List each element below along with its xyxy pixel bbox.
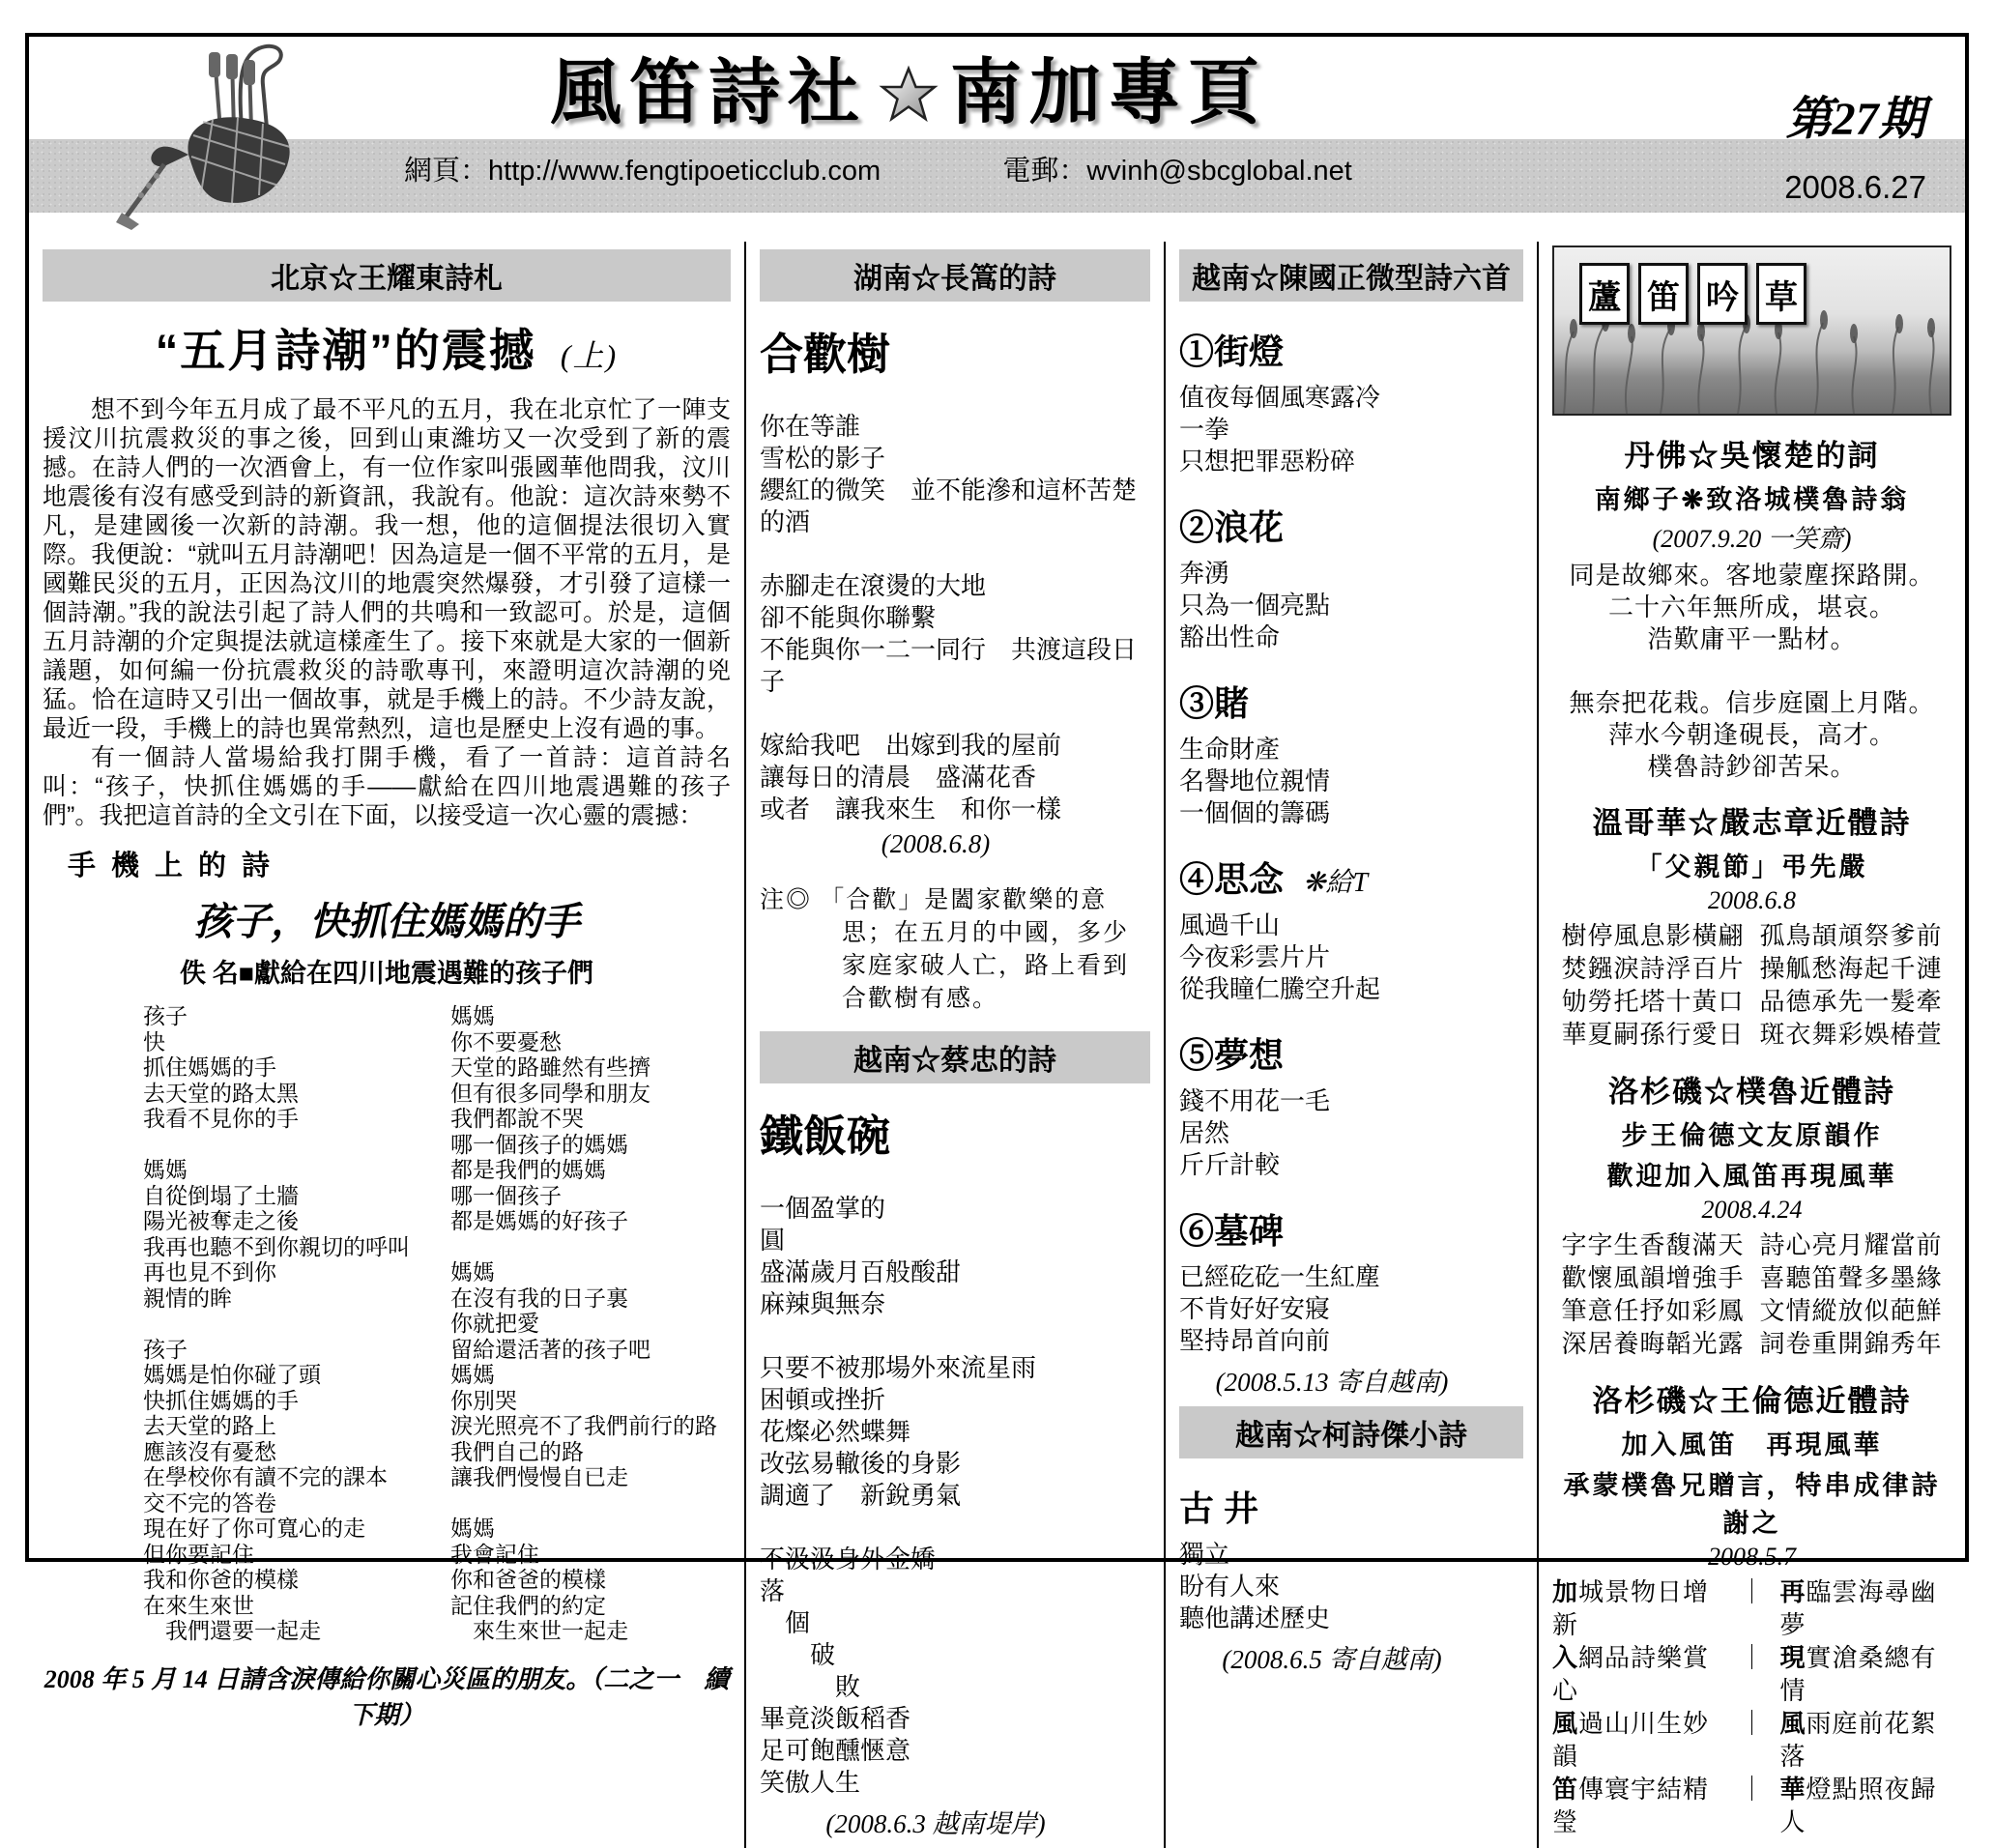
- poem-body-gujing: [1179, 1539, 1523, 1634]
- section-date: 2008.4.24: [1701, 1196, 1803, 1224]
- poem-line: 哪一個孩子的媽媽: [450, 1131, 628, 1157]
- poem-line: 留給還活著的孩子吧: [450, 1336, 650, 1362]
- micro-poem-title: [1179, 325, 1523, 374]
- couplet-divider: ｜: [1739, 1710, 1765, 1738]
- poem-line: 快: [143, 1028, 165, 1054]
- phone-poem-title: 孩子，快抓住媽媽的手: [193, 900, 580, 943]
- poem-line: 再也見不到你: [143, 1259, 276, 1285]
- poem-title-tiefanwan: 鐵飯碗: [760, 1112, 891, 1161]
- poem-line: 麻辣與無奈: [760, 1289, 886, 1318]
- poem-line: 讓每日的清晨 盛滿花香: [760, 763, 1037, 792]
- poem-body: [1179, 1085, 1523, 1181]
- poem-line: 一個盈掌的: [760, 1194, 886, 1223]
- couplet-line: [1552, 1576, 1951, 1642]
- poem-number-title: ④思念: [1179, 859, 1285, 899]
- poem-line: 你就把愛: [450, 1311, 539, 1336]
- couplet-body: [1552, 1576, 1951, 1839]
- poem-line: 孩子: [143, 1336, 188, 1362]
- phone-poem-byline: 佚 名■獻給在四川地震遇難的孩子們: [179, 959, 594, 988]
- couplet-half: 詩心亮月耀當前: [1759, 1231, 1943, 1259]
- couplet-half: 詞卷重開錦秀年: [1759, 1330, 1943, 1358]
- couplet-half: 風過山川生妙韻: [1552, 1710, 1710, 1771]
- poem-right-column: [450, 1003, 731, 1644]
- poem-line: 都是媽媽的好孩子: [450, 1208, 628, 1233]
- couplet-half: 深居養晦韜光露: [1561, 1330, 1745, 1358]
- banner-title: [1579, 263, 1806, 325]
- poem-line: 自從倒塌了土牆: [143, 1182, 299, 1208]
- verse-line: 浩歎庸平一點材。: [1647, 625, 1857, 653]
- poem-line: 媽媽: [450, 1259, 495, 1285]
- poem-line: 斤斤計較: [1179, 1150, 1281, 1179]
- poem-line: 堅持昂首向前: [1179, 1326, 1331, 1355]
- section-header-caizhong: 越南☆蔡忠的詩: [760, 1031, 1150, 1083]
- section-header-hunan: 湖南☆長篙的詩: [760, 249, 1150, 302]
- couplet-line: [1552, 1295, 1951, 1328]
- couplet-line: [1552, 1328, 1951, 1361]
- poem-line: 快抓住媽媽的手: [143, 1387, 299, 1413]
- couplet-half: 劬勞托塔十黃口: [1561, 988, 1745, 1016]
- poem-line: 風過千山: [1179, 910, 1281, 939]
- poem-line: 雪松的影子: [760, 444, 886, 473]
- poem-line: [450, 1234, 731, 1260]
- poem-date: (2008.5.13 寄自越南): [1215, 1368, 1449, 1397]
- poem-line: 去天堂的路太黑: [143, 1080, 299, 1106]
- poem-line: 我會記住: [450, 1541, 539, 1567]
- poem-line: 敗: [760, 1672, 861, 1701]
- poem-body: [1179, 382, 1523, 477]
- couplet-line: [1552, 986, 1951, 1019]
- poem-line: 媽媽: [450, 1362, 495, 1387]
- couplet-half: 笛傳寰宇結精瑩: [1552, 1776, 1710, 1836]
- poem-line: 你不要憂愁: [450, 1028, 562, 1054]
- poem-line: 花燦必然蝶舞: [760, 1417, 911, 1446]
- issue-date: 2008.6.27: [1784, 169, 1926, 205]
- poem-line: 來生來世一起走: [450, 1618, 628, 1643]
- poem-line: 困頓或挫折: [760, 1385, 886, 1414]
- poem-title-gujing: 古 井: [1179, 1488, 1259, 1528]
- poem-line: 淚光照亮不了我們前行的路: [450, 1413, 717, 1438]
- couplet-half: 文情縱放似葩鮮: [1759, 1297, 1943, 1325]
- website-label: 網頁：: [404, 155, 489, 187]
- poem-line: 去天堂的路上: [143, 1413, 276, 1438]
- article-paragraph: 想不到今年五月成了最不平凡的五月，我在北京忙了一陣支援汶川抗震救災的事之後，回到山東濰坊又一次受到了新的震撼。在詩人們的一次酒會上，有一位作家叫張國華他問我，汶川地震後有沒有感受到詩的新資訊，我說有。他說：這次詩來勢不凡，是建國後一次新的詩潮。我一想，他的這個提法很切入實際。我便說：“就叫五月詩潮吧！因為這是一個不平常的五月，是國難民災的五月，正因為汶川的地震突然爆發，才引發了這樣一個詩潮。”我的說法引起了詩人們的共鳴和一致認可。於是，這個五月詩潮的介定與提法就這樣產生了。接下來就是大家的一個新議題，如何編一份抗震救災的詩歌專刊，來證明這次詩潮的兇猛。恰在這時又引出一個故事，就是手機上的詩。不少詩友說，最近一段，手機上的詩也異常熱烈，這也是歷史上沒有過的事。: [43, 396, 731, 742]
- poem-line: 笑傲人生: [760, 1768, 861, 1797]
- poem-body: [1179, 558, 1523, 653]
- micro-poem: [1179, 501, 1523, 653]
- couplet-half: 筆意任抒如彩鳳: [1561, 1297, 1745, 1325]
- poem-line: 應該沒有憂愁: [143, 1438, 276, 1464]
- column-beijing: [29, 242, 746, 1848]
- poem-line: 你別哭: [450, 1387, 517, 1413]
- poem-date: (2008.6.8): [881, 829, 991, 858]
- couplet-half: 華燈點照夜歸人: [1779, 1776, 1937, 1836]
- couplet-body: [1552, 920, 1951, 1052]
- website-url[interactable]: http://www.fengtipoeticclub.com: [488, 155, 881, 187]
- poem-line: 赤腳走在滾燙的大地: [760, 571, 987, 600]
- couplet-half: 斑衣舞彩娛椿萱: [1759, 1021, 1943, 1049]
- poem-line: 一個個的籌碼: [1179, 798, 1331, 827]
- micro-poem: [1179, 325, 1523, 477]
- poem-line: 你在等誰: [760, 412, 861, 441]
- micro-poem-title: [1179, 1028, 1523, 1078]
- couplet-half: 樹停風息影橫翩: [1561, 922, 1745, 950]
- poem-line: 落: [760, 1576, 786, 1605]
- poem-line: 改弦易轍後的身影: [760, 1449, 962, 1478]
- section-date: 2008.5.7: [1708, 1543, 1796, 1571]
- poem-section-yanzhizhang: [1552, 798, 1951, 1052]
- poem-line: 調適了 新銳勇氣: [760, 1481, 962, 1510]
- poem-line: 交不完的答卷: [143, 1489, 276, 1516]
- poem-body: [1179, 910, 1523, 1005]
- poem-line: 陽光被奪走之後: [143, 1208, 299, 1233]
- couplet-half: 品德承先一髮牽: [1759, 988, 1943, 1016]
- column-hunan-vietnam: [746, 242, 1166, 1848]
- poem-line: 媽媽: [450, 1516, 495, 1541]
- section-date: 2008.6.8: [1708, 886, 1796, 914]
- poem-line: 不肯好好安寢: [1179, 1294, 1331, 1323]
- banner-char: 草: [1756, 263, 1806, 325]
- couplet-half: 孤鳥頡頏祭爹前: [1759, 922, 1943, 950]
- poem-line: 錢不用花一毛: [1179, 1086, 1331, 1115]
- poem-line: 我看不見你的手: [143, 1106, 299, 1131]
- poem-date: (2008.6.5 寄自越南): [1222, 1645, 1442, 1674]
- poem-line: 哪一個孩子: [450, 1182, 562, 1208]
- poem-line: 親情的眸: [143, 1285, 232, 1311]
- poem-line: 居然: [1179, 1118, 1230, 1147]
- verse-line: 二十六年無所成，堪哀。: [1607, 593, 1895, 621]
- section-subtitle: 加入風笛 再現風華: [1621, 1430, 1883, 1459]
- poem-line: 都是我們的媽媽: [450, 1157, 606, 1182]
- poem-line: 但有很多同學和朋友: [450, 1080, 650, 1106]
- poem-line: 破: [760, 1640, 836, 1669]
- poem-body-hehuanshu: [760, 411, 1150, 825]
- phone-poem-body: [43, 1003, 731, 1644]
- couplet-body: [1552, 1229, 1951, 1361]
- couplet-line: [1552, 1708, 1951, 1774]
- micro-poem: [1179, 852, 1523, 1005]
- masthead-title-block: [348, 44, 1469, 188]
- poem-number-title: ②浪花: [1179, 507, 1285, 547]
- section-subtitle: 南鄉子❋致洛城樸魯詩翁: [1594, 485, 1910, 514]
- edition-name: 南加專頁: [950, 52, 1267, 132]
- couplet-line: [1552, 1019, 1951, 1052]
- poem-line: 盛滿歲月百般酸甜: [760, 1257, 962, 1286]
- couplet-line: [1552, 920, 1951, 953]
- couplet-line: [1552, 1262, 1951, 1295]
- email-label: 電郵：: [1002, 155, 1087, 187]
- poem-title-hehuanshu: 合歡樹: [760, 330, 891, 379]
- micro-poem-title: [1179, 501, 1523, 550]
- banner-char: 蘆: [1579, 263, 1630, 325]
- poem-date: (2008.6.3 越南堤岸): [825, 1809, 1046, 1838]
- verse-line: 萍水今朝逢硯長，高才。: [1607, 721, 1895, 749]
- column-right-poems: [1539, 242, 1965, 1848]
- poem-line: 畢竟淡飯稻香: [760, 1704, 911, 1733]
- poem-body: [1179, 1261, 1523, 1357]
- poem-line: 現在好了你可寬心的走: [143, 1516, 365, 1541]
- section-subtitle: 「父親節」弔先嚴: [1635, 852, 1868, 881]
- couplet-half: 入網品詩樂賞心: [1552, 1644, 1710, 1705]
- couplet-half: 華夏嗣孫行愛日: [1561, 1021, 1745, 1049]
- poem-line: 在來生來世: [143, 1592, 254, 1618]
- poem-line: 或者 讓我來生 和你一樣: [760, 794, 1062, 823]
- poem-line: 圓: [760, 1226, 786, 1255]
- poem-line: 不能與你一二一同行 共渡這段日子: [760, 635, 1138, 696]
- poem-line: 嫁給我吧 出嫁到我的屋前: [760, 731, 1062, 760]
- couplet-half: 加城景物日增新: [1552, 1578, 1710, 1639]
- verse-body: [1552, 560, 1951, 783]
- article-title: [43, 315, 731, 380]
- bagpipe-logo: [97, 39, 348, 232]
- poem-line: [760, 538, 1150, 570]
- poem-line: 讓我們慢慢自已走: [450, 1464, 628, 1489]
- banner-char: 笛: [1638, 263, 1689, 325]
- masthead: [29, 37, 1965, 242]
- column-chenguozheng: [1166, 242, 1539, 1848]
- issue-number: 第27期: [1785, 94, 1925, 145]
- page-title: [348, 44, 1469, 141]
- poem-line: 我們自己的路: [450, 1438, 584, 1464]
- section-subtitle: 步王倫德文友原韻作: [1621, 1121, 1883, 1150]
- article-paragraph: 有一個詩人當場給我打開手機，看了一首詩：這首詩名叫：“孩子，快抓住媽媽的手——獻給在四川地震遇難的孩子們”。我把這首詩的全文引在下面，以接受這一次心靈的震撼：: [43, 744, 731, 829]
- couplet-line: [1552, 1774, 1951, 1839]
- poem-line: 在學校你有讀不完的課本: [143, 1464, 388, 1489]
- poem-line: 只想把罪惡粉碎: [1179, 447, 1356, 476]
- couplet-half: 再臨雲海尋幽夢: [1779, 1578, 1937, 1639]
- poem-dedication: ❋給T: [1303, 868, 1369, 898]
- poem-number-title: ⑥墓碑: [1179, 1211, 1285, 1251]
- section-heading: 洛杉磯☆樸魯近體詩: [1608, 1075, 1895, 1109]
- poem-body-tiefanwan: [760, 1193, 1150, 1799]
- poem-line: 生命財產: [1179, 735, 1281, 764]
- banner-char: 吟: [1697, 263, 1748, 325]
- poem-line: 只為一個亮點: [1179, 591, 1331, 620]
- poem-line: [450, 1490, 731, 1516]
- micro-poem-title: [1179, 677, 1523, 726]
- poem-line: 今夜彩雲片片: [1179, 942, 1331, 971]
- section-header-beijing: 北京☆王耀東詩札: [43, 249, 731, 302]
- couplet-line: [1552, 1229, 1951, 1262]
- poem-line: 抓住媽媽的手: [143, 1054, 276, 1080]
- poem-line: 記住我們的約定: [450, 1592, 606, 1618]
- couplet-divider: ｜: [1739, 1578, 1765, 1606]
- verse-line: 無奈把花栽。信步庭園上月階。: [1569, 689, 1935, 717]
- poem-line: 個: [760, 1608, 811, 1637]
- micro-poem: [1179, 677, 1523, 829]
- couplet-half: 歡懷風韻增強手: [1561, 1264, 1745, 1292]
- contact-line: [348, 149, 1469, 188]
- poem-line: 媽媽: [143, 1157, 188, 1182]
- poem-line: 只要不被那場外來流星雨: [760, 1353, 1037, 1382]
- couplet-half: 焚鏹淚詩浮百片: [1561, 955, 1745, 983]
- poem-line: 盼有人來: [1179, 1572, 1281, 1601]
- section-date: (2007.9.20 一笑齋): [1652, 525, 1852, 553]
- poem-number-title: ③賭: [1179, 683, 1250, 723]
- micro-poem-title: [1179, 1204, 1523, 1254]
- star-icon: [881, 67, 937, 123]
- poem-line: 在沒有我的日子裏: [450, 1285, 628, 1311]
- poem-line: 獨立: [1179, 1540, 1230, 1569]
- verse-line: 樸魯詩鈔卻苦呆。: [1647, 753, 1857, 781]
- article-title-part: (上): [560, 338, 619, 373]
- verse-line: [1552, 655, 1951, 687]
- poem-section-pulu: [1552, 1067, 1951, 1361]
- poem-line: 孩子: [143, 1003, 188, 1028]
- poem-line: 豁出性命: [1179, 622, 1281, 651]
- poem-number-title: ⑤夢想: [1179, 1035, 1285, 1075]
- poem-line: [760, 698, 1150, 730]
- micro-poem-title: [1179, 852, 1523, 902]
- section-heading: 溫哥華☆嚴志章近體詩: [1592, 806, 1912, 840]
- section-subtitle: 承蒙樸魯兄贈言，特串成律詩謝之: [1563, 1471, 1941, 1538]
- poem-line: 名譽地位親情: [1179, 766, 1331, 795]
- issue-block: [1784, 81, 1926, 206]
- poem-number-title: ①街燈: [1179, 332, 1285, 371]
- poem-line: 我和你爸的模樣: [143, 1567, 299, 1592]
- micro-poem: [1179, 1204, 1523, 1357]
- poem-line: 值夜每個風寒露冷: [1179, 383, 1381, 412]
- poem-line: 但你要記住: [143, 1541, 254, 1567]
- section-subtitle: 歡迎加入風笛再現風華: [1606, 1162, 1897, 1191]
- poem-line: 已經矻矻一生紅塵: [1179, 1262, 1381, 1291]
- poem-line: 足可飽醺愜意: [760, 1736, 911, 1765]
- couplet-half: 喜聽笛聲多墨緣: [1759, 1264, 1943, 1292]
- article-footnote: 2008 年 5 月 14 日請含淚傳給你關心災區的朋友。（二之一 續下期）: [43, 1664, 730, 1729]
- poem-body: [1179, 734, 1523, 829]
- couplet-line: [1552, 953, 1951, 986]
- wheat-field-photo: [1552, 245, 1951, 416]
- poem-line: [760, 1320, 1150, 1352]
- poem-left-column: [143, 1003, 450, 1644]
- poem-section-wanglunde: [1552, 1376, 1951, 1839]
- poem-line: [143, 1311, 450, 1337]
- couplet-divider: ｜: [1739, 1644, 1765, 1672]
- email-address[interactable]: wvinh@sbcglobal.net: [1086, 155, 1352, 187]
- poem-line: 我們還要一起走: [143, 1618, 321, 1643]
- club-name: 風笛詩社: [550, 52, 867, 132]
- section-header-chenguozheng: 越南☆陳國正微型詩六首: [1179, 249, 1523, 302]
- poem-line: 媽媽是怕你碰了頭: [143, 1362, 321, 1387]
- poem-line: 我再也聽不到你親切的呼叫: [143, 1233, 410, 1259]
- poem-note: 注◎ 「合歡」是闔家歡樂的意思；在五月的中國，多少家庭家破人亡，路上看到合歡樹有感。: [760, 887, 1130, 1012]
- poem-line: [143, 1132, 450, 1158]
- couplet-half: 字字生香馥滿天: [1561, 1231, 1745, 1259]
- poem-line: 一拳: [1179, 415, 1230, 444]
- poem-line: 聽他講述歷史: [1179, 1603, 1331, 1632]
- poem-section-wuhuaichu: [1552, 431, 1951, 783]
- poem-line: 媽媽: [450, 1003, 495, 1028]
- couplet-half: 操觚愁海起千漣: [1759, 955, 1943, 983]
- verse-line: 同是故鄉來。客地蒙塵探路開。: [1569, 562, 1935, 590]
- poem-line: 纓紅的微笑 並不能滲和這杯苦楚的酒: [760, 476, 1138, 536]
- page-frame: [25, 33, 1969, 1838]
- section-heading: 丹佛☆吳懷楚的詞: [1624, 439, 1880, 473]
- content-columns: [29, 242, 1965, 1848]
- couplet-line: [1552, 1642, 1951, 1708]
- couplet-half: 現實滄桑總有情: [1779, 1644, 1937, 1705]
- poem-line: 不汲汲身外金嬌: [760, 1545, 937, 1574]
- poem-line: 卻不能與你聯繫: [760, 603, 937, 632]
- section-heading: 洛杉磯☆王倫德近體詩: [1592, 1384, 1912, 1418]
- phone-poem-heading: 手機上的詩: [68, 851, 286, 881]
- couplet-half: 風雨庭前花絮落: [1779, 1710, 1937, 1771]
- poem-line: 奔湧: [1179, 559, 1230, 588]
- article-title-text: “五月詩潮”的震撼: [155, 325, 536, 376]
- micro-poem: [1179, 1028, 1523, 1181]
- poem-line: 你和爸爸的模樣: [450, 1567, 606, 1592]
- poem-line: [760, 1512, 1150, 1544]
- poem-line: 我們都說不哭: [450, 1106, 584, 1131]
- couplet-divider: ｜: [1739, 1776, 1765, 1804]
- poem-line: 從我瞳仁騰空升起: [1179, 974, 1381, 1003]
- section-header-keshijie: 越南☆柯詩傑小詩: [1179, 1406, 1523, 1458]
- poem-line: 天堂的路雖然有些擠: [450, 1054, 650, 1080]
